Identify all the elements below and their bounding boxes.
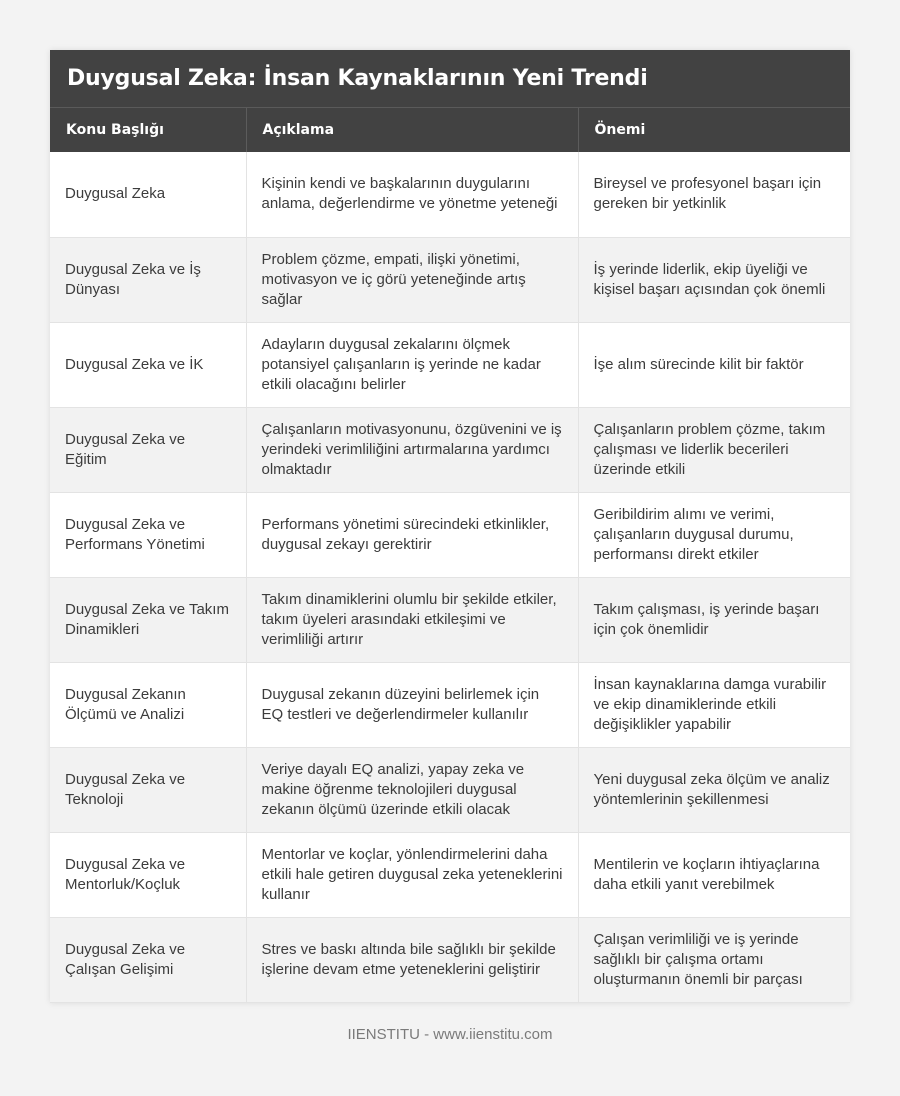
table-row bbox=[50, 492, 850, 577]
cell-topic: Duygusal Zeka ve İş Dünyası bbox=[50, 237, 246, 322]
cell-description: Veriye dayalı EQ analizi, yapay zeka ve makine öğrenme teknolojileri duygusal zekanın ölçümü üzerinde etkili olacak bbox=[246, 747, 578, 832]
cell-importance: İnsan kaynaklarına damga vurabilir ve ekip dinamiklerinde etkili değişiklikler yapabilir bbox=[578, 662, 850, 747]
cell-description: Performans yönetimi sürecindeki etkinlikler, duygusal zekayı gerektirir bbox=[246, 492, 578, 577]
table-title: Duygusal Zeka: İnsan Kaynaklarının Yeni Trendi bbox=[67, 66, 648, 91]
table-row bbox=[50, 747, 850, 832]
cell-description: Duygusal zekanın düzeyini belirlemek için EQ testleri ve değerlendirmeler kullanılır bbox=[246, 662, 578, 747]
table-card bbox=[50, 50, 850, 1003]
cell-description: Mentorlar ve koçlar, yönlendirmelerini daha etkili hale getiren duygusal zeka yeteneklerini kullanır bbox=[246, 832, 578, 917]
cell-importance: Çalışanların problem çözme, takım çalışması ve liderlik becerileri üzerinde etkili bbox=[578, 407, 850, 492]
table-row bbox=[50, 577, 850, 662]
cell-topic: Duygusal Zeka ve İK bbox=[50, 322, 246, 407]
column-header-description: Açıklama bbox=[246, 108, 578, 152]
cell-importance: Takım çalışması, iş yerinde başarı için çok önemlidir bbox=[578, 577, 850, 662]
cell-importance: İşe alım sürecinde kilit bir faktör bbox=[578, 322, 850, 407]
cell-topic: Duygusal Zeka ve Çalışan Gelişimi bbox=[50, 917, 246, 1002]
header-row bbox=[50, 108, 850, 152]
table-row bbox=[50, 917, 850, 1002]
cell-topic: Duygusal Zeka ve Mentorluk/Koçluk bbox=[50, 832, 246, 917]
column-header-topic: Konu Başlığı bbox=[50, 108, 246, 152]
cell-topic: Duygusal Zeka ve Teknoloji bbox=[50, 747, 246, 832]
cell-topic: Duygusal Zeka ve Performans Yönetimi bbox=[50, 492, 246, 577]
table-row bbox=[50, 407, 850, 492]
cell-importance: Geribildirim alımı ve verimi, çalışanların duygusal durumu, performansı direkt etkiler bbox=[578, 492, 850, 577]
cell-topic: Duygusal Zeka ve Eğitim bbox=[50, 407, 246, 492]
data-table bbox=[50, 108, 850, 1003]
cell-importance: Çalışan verimliliği ve iş yerinde sağlıklı bir çalışma ortamı oluşturmanın önemli bir parçası bbox=[578, 917, 850, 1002]
cell-topic: Duygusal Zekanın Ölçümü ve Analizi bbox=[50, 662, 246, 747]
cell-description: Adayların duygusal zekalarını ölçmek potansiyel çalışanların iş yerinde ne kadar etkili olacağını belirler bbox=[246, 322, 578, 407]
cell-importance: Bireysel ve profesyonel başarı için gereken bir yetkinlik bbox=[578, 152, 850, 237]
cell-topic: Duygusal Zeka ve Takım Dinamikleri bbox=[50, 577, 246, 662]
cell-importance: Yeni duygusal zeka ölçüm ve analiz yöntemlerinin şekillenmesi bbox=[578, 747, 850, 832]
table-header bbox=[50, 108, 850, 152]
footer-credit: IIENSTITU - www.iienstitu.com bbox=[347, 1026, 553, 1043]
cell-topic: Duygusal Zeka bbox=[50, 152, 246, 237]
cell-description: Çalışanların motivasyonunu, özgüvenini ve iş yerindeki verimliliğini artırmalarına yardımcı olmaktadır bbox=[246, 407, 578, 492]
title-bar bbox=[50, 50, 850, 108]
table-row bbox=[50, 237, 850, 322]
column-header-importance: Önemi bbox=[578, 108, 850, 152]
table-row bbox=[50, 152, 850, 237]
table-row bbox=[50, 322, 850, 407]
cell-description: Takım dinamiklerini olumlu bir şekilde etkiler, takım üyeleri arasındaki etkileşimi ve verimliliği artırır bbox=[246, 577, 578, 662]
cell-description: Problem çözme, empati, ilişki yönetimi, motivasyon ve iç görü yeteneğinde artış sağlar bbox=[246, 237, 578, 322]
cell-description: Stres ve baskı altında bile sağlıklı bir şekilde işlerine devam etme yeteneklerini geliştirir bbox=[246, 917, 578, 1002]
cell-description: Kişinin kendi ve başkalarının duygularını anlama, değerlendirme ve yönetme yeteneği bbox=[246, 152, 578, 237]
table-row bbox=[50, 662, 850, 747]
table-row bbox=[50, 832, 850, 917]
cell-importance: Mentilerin ve koçların ihtiyaçlarına daha etkili yanıt verebilmek bbox=[578, 832, 850, 917]
cell-importance: İş yerinde liderlik, ekip üyeliği ve kişisel başarı açısından çok önemli bbox=[578, 237, 850, 322]
table-body bbox=[50, 152, 850, 1002]
